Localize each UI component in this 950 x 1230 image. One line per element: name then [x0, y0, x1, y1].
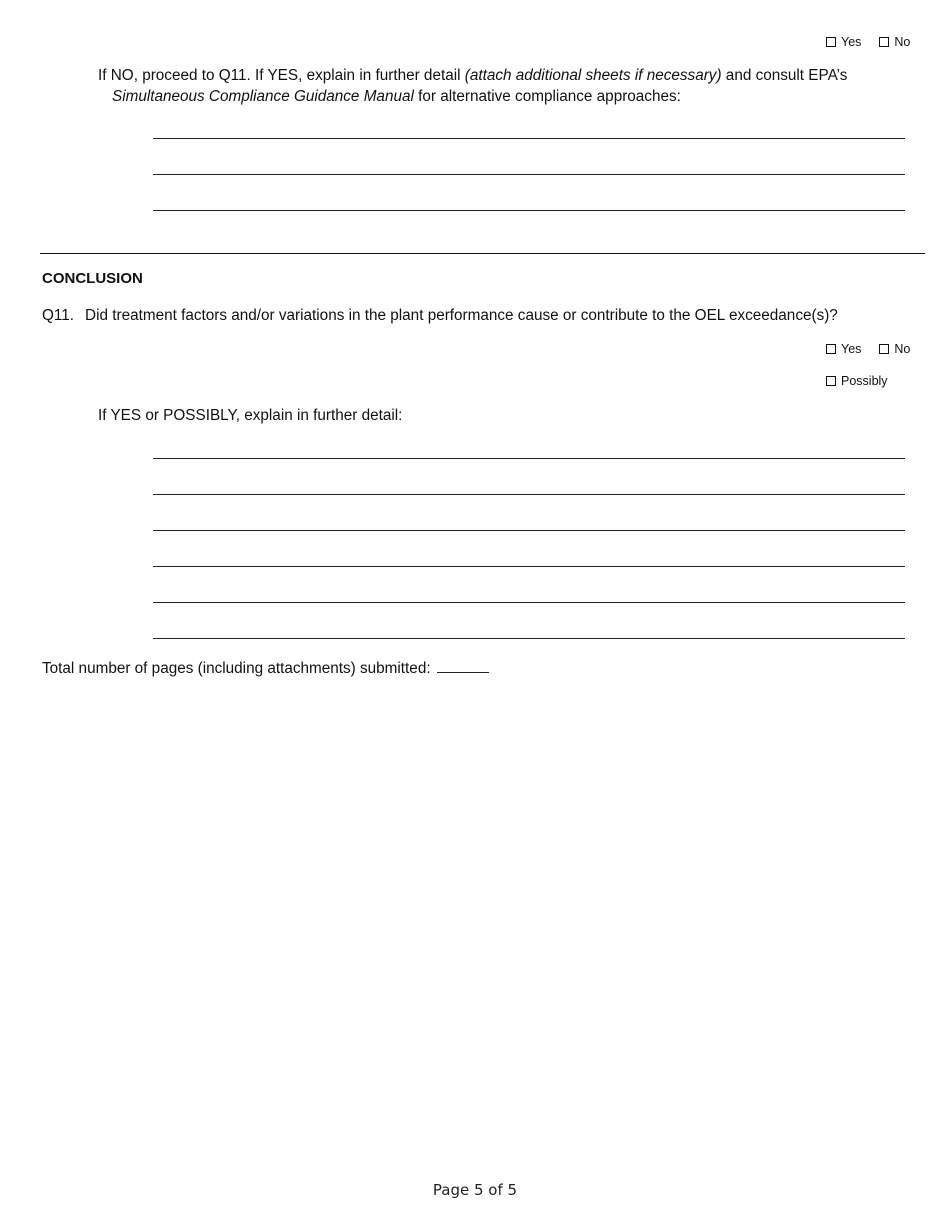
q10-answer-line-1[interactable]: [153, 138, 905, 139]
q10-followup-italic-1: (attach additional sheets if necessary): [464, 67, 722, 84]
q10-yes-label: Yes: [841, 35, 862, 49]
q10-followup-text-1: If NO, proceed to Q11. If YES, explain in further detail: [98, 67, 465, 84]
q11-answer-line-5[interactable]: [153, 602, 905, 603]
total-pages-label: Total number of pages (including attachments) submitted:: [42, 660, 431, 677]
q11-possibly-row: [826, 374, 888, 388]
q10-yes-option[interactable]: [826, 35, 861, 49]
q10-no-checkbox[interactable]: [879, 37, 889, 47]
q11-yes-checkbox[interactable]: [826, 344, 836, 354]
q10-followup-line1: [98, 65, 847, 86]
q11-no-checkbox[interactable]: [879, 344, 889, 354]
section-divider: [40, 253, 925, 254]
q11-possibly-label: Possibly: [841, 374, 888, 388]
q11-no-label: No: [894, 342, 911, 356]
q10-answer-line-3[interactable]: [153, 210, 905, 211]
q11-answer-line-1[interactable]: [153, 458, 905, 459]
q10-no-label: No: [894, 35, 911, 49]
q10-followup-line2: [112, 86, 681, 107]
q10-no-option[interactable]: [879, 35, 910, 49]
q11-question: [42, 305, 838, 326]
q10-followup-text-2: and consult EPA’s: [721, 67, 848, 84]
q10-followup-text-3: for alternative compliance approaches:: [413, 88, 681, 105]
q11-options: [826, 342, 910, 356]
total-pages-row: [42, 658, 489, 679]
q11-answer-line-3[interactable]: [153, 530, 905, 531]
q11-yes-option[interactable]: [826, 342, 861, 356]
q11-text: Did treatment factors and/or variations in the plant performance cause or contribute to the OEL exceedance(s)?: [85, 307, 838, 324]
q11-yes-label: Yes: [841, 342, 862, 356]
q10-yes-checkbox[interactable]: [826, 37, 836, 47]
q11-number: Q11.: [42, 307, 75, 324]
q11-answer-line-2[interactable]: [153, 494, 905, 495]
q11-possibly-option[interactable]: [826, 374, 888, 388]
q11-possibly-checkbox[interactable]: [826, 376, 836, 386]
total-pages-input[interactable]: [437, 659, 489, 673]
q10-options: [826, 35, 910, 49]
q11-answer-line-6[interactable]: [153, 638, 905, 639]
page-footer: Page 5 of 5: [432, 1181, 518, 1199]
q10-followup-manual-title: Simultaneous Compliance Guidance Manual: [112, 88, 414, 105]
q11-followup: If YES or POSSIBLY, explain in further detail:: [98, 407, 403, 424]
q11-no-option[interactable]: [879, 342, 910, 356]
conclusion-heading: CONCLUSION: [42, 270, 143, 287]
q11-answer-line-4[interactable]: [153, 566, 905, 567]
q10-answer-line-2[interactable]: [153, 174, 905, 175]
